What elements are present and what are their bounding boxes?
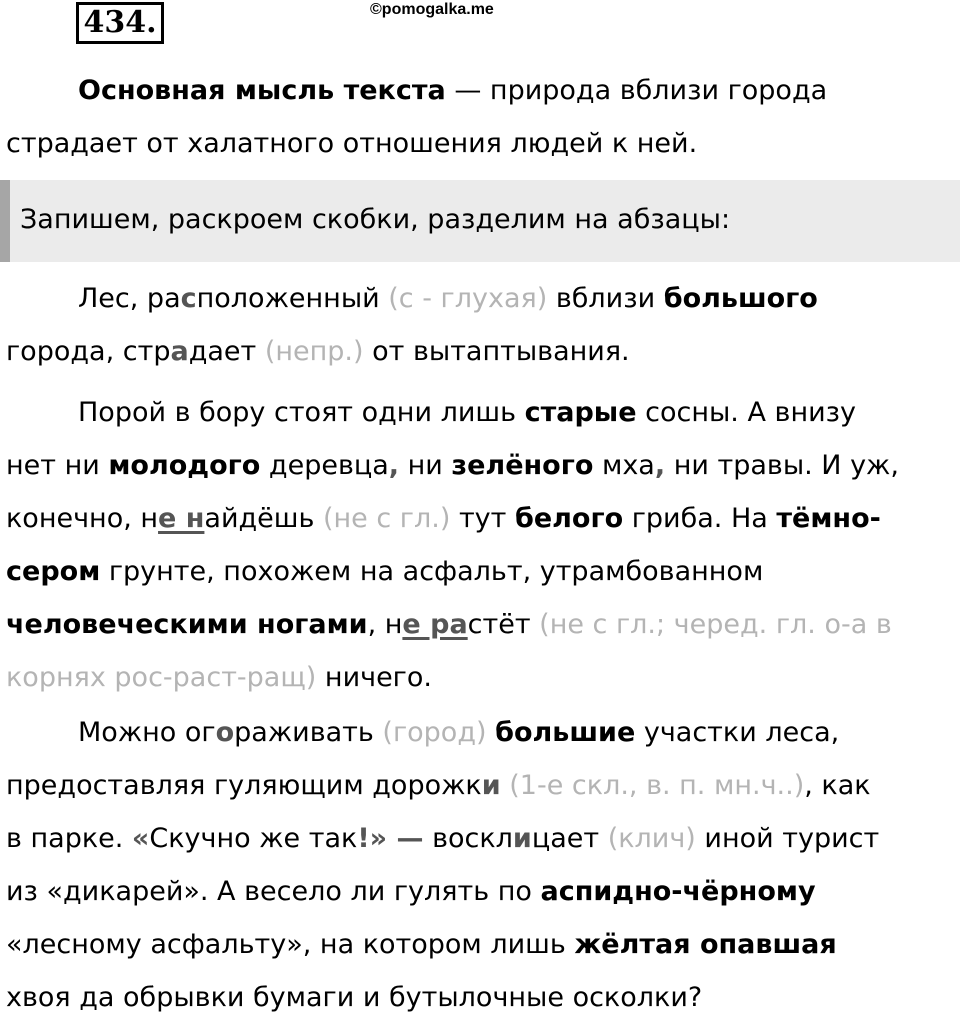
text: сосны. А внизу [636, 397, 856, 428]
highlighted-comma: , [388, 450, 400, 481]
highlighted-letter: а [170, 336, 189, 367]
highlighted-comma: , [654, 450, 666, 481]
instruction-text: Запишем, раскроем скобки, разделим на абзацы: [20, 204, 731, 235]
text: города, стр [6, 336, 171, 367]
bold-word: белого [514, 503, 624, 534]
text: нет ни [6, 450, 109, 481]
highlighted-letter: о [215, 717, 235, 748]
highlighted-letter: и [512, 823, 532, 854]
grammar-note: (1-е скл., в. п. мн.ч..) [509, 770, 805, 801]
text [501, 770, 510, 801]
text: из «дикарей». А весело ли гулять по [6, 876, 541, 907]
text: , н [367, 609, 403, 640]
bold-word: тёмно- [776, 503, 881, 534]
text: в парке. [6, 823, 132, 854]
paragraph-1 [6, 272, 956, 378]
text: Порой в бору стоят одни лишь [78, 397, 525, 428]
text: стёт [467, 609, 540, 640]
text: от вытаптывания. [363, 336, 630, 367]
text: — природа вблизи города [445, 75, 828, 106]
bold-word: жёлтая опавшая [574, 929, 837, 960]
instruction-banner [0, 180, 960, 262]
text: Лес, ра [78, 283, 181, 314]
paragraph-3 [6, 706, 956, 1024]
bold-word: большие [495, 717, 636, 748]
text: хвоя да обрывки бумаги и бутылочные осколки? [6, 982, 703, 1013]
text: айдёшь [204, 503, 323, 534]
text: страдает от халатного отношения людей к ней. [6, 128, 698, 159]
text: деревца [260, 450, 389, 481]
text: мха [593, 450, 655, 481]
text: участки леса, [635, 717, 840, 748]
highlighted-punctuation: !» — [357, 823, 424, 854]
text: , как [804, 770, 871, 801]
text: ни травы. И уж, [665, 450, 899, 481]
paragraph-2 [6, 386, 956, 704]
bold-word: аспидно-чёрному [540, 876, 816, 907]
text: Скучно же так [149, 823, 358, 854]
text: дает [188, 336, 265, 367]
text: воскл [423, 823, 513, 854]
grammar-note: (не с гл.; черед. гл. о-а в [539, 609, 892, 640]
main-idea-paragraph [6, 64, 956, 170]
grammar-note: корнях рос-раст-ращ) [6, 662, 317, 693]
grammar-note: (город) [382, 717, 487, 748]
bold-word: человеческими ногами [6, 609, 368, 640]
grammar-note: (непр.) [264, 336, 364, 367]
text: гриба. На [623, 503, 777, 534]
underlined-letters: е ра [402, 609, 468, 640]
text: «лесному асфальту», на котором лишь [6, 929, 575, 960]
exercise-number: 434. [76, 2, 164, 44]
text: предоставляя гуляющим дорожк [6, 770, 482, 801]
text: грунте, похожем на асфальт, утрамбованном [100, 556, 764, 587]
text: тут [450, 503, 515, 534]
highlighted-letter: и [481, 770, 501, 801]
text: вблизи [547, 283, 664, 314]
text: положенный [196, 283, 389, 314]
main-idea-label: Основная мысль текста [78, 75, 446, 106]
underlined-letters: е н [158, 503, 205, 534]
grammar-note: (клич) [607, 823, 696, 854]
bold-word: старые [524, 397, 637, 428]
highlighted-quote: « [131, 823, 150, 854]
text: ничего. [316, 662, 432, 693]
bold-word: молодого [108, 450, 261, 481]
highlighted-letter: с [180, 283, 197, 314]
bold-word: большого [663, 283, 818, 314]
text: иной турист [695, 823, 880, 854]
bold-word: сером [6, 556, 101, 587]
site-watermark: ©pomogalka.me [370, 1, 494, 18]
text: цает [531, 823, 608, 854]
text [487, 717, 496, 748]
bold-word: зелёного [451, 450, 594, 481]
text: конечно, н [6, 503, 159, 534]
text: Можно ог [78, 717, 216, 748]
text: раживать [234, 717, 383, 748]
grammar-note: (с - глухая) [388, 283, 548, 314]
grammar-note: (не с гл.) [323, 503, 451, 534]
text: ни [399, 450, 452, 481]
